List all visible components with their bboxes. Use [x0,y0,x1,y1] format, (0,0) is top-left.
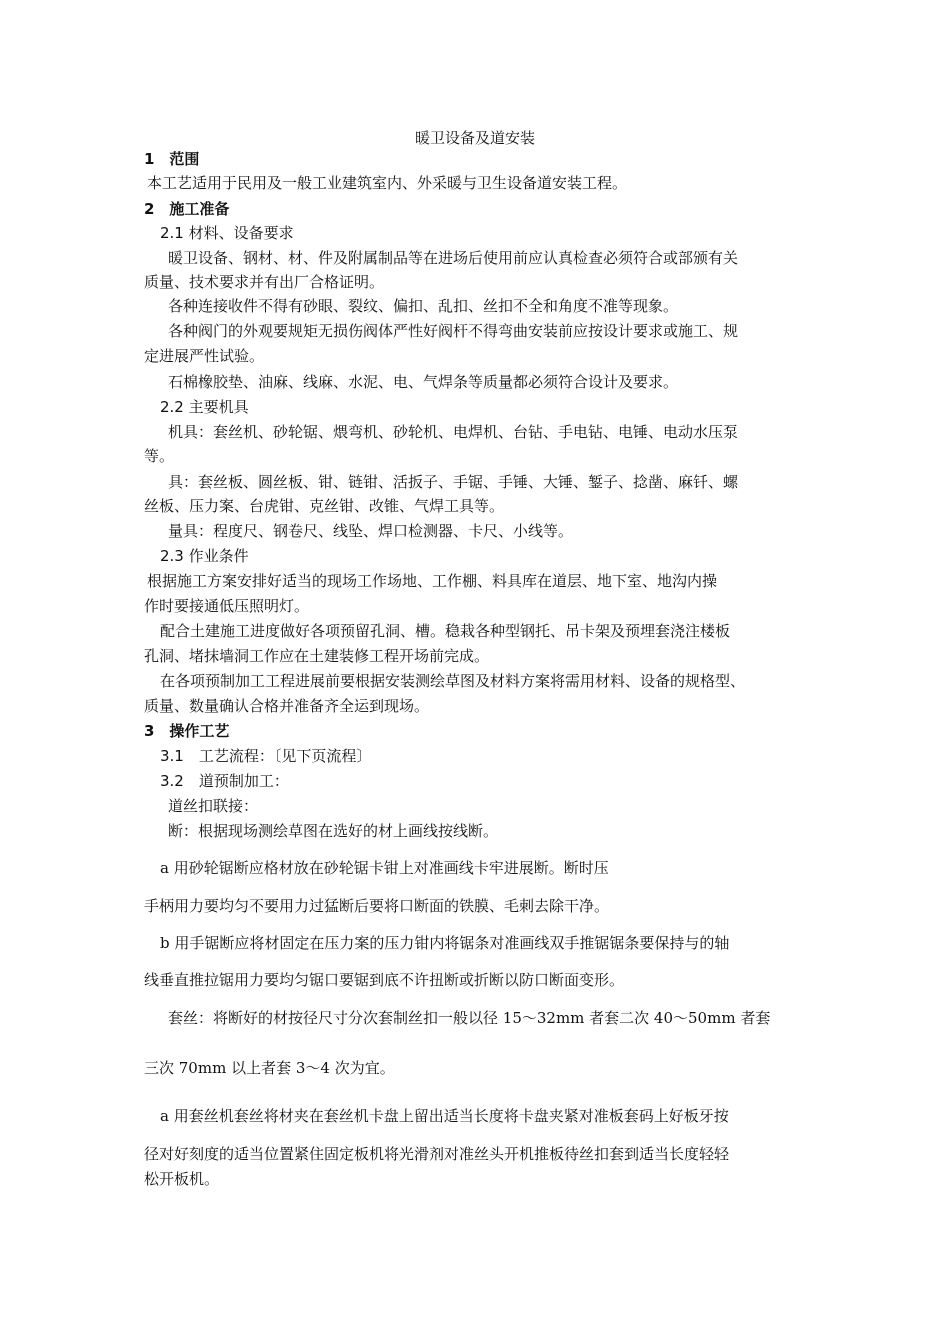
paragraph-line: 石棉橡胶垫、油麻、线麻、水泥、电、气焊条等质量都必须符合设计及要求。 [168,373,679,391]
subsection-heading: 2.1 材料、设备要求 [160,224,294,242]
paragraph-line: 各种阀门的外观要规矩无损伤阀体严性好阀杆不得弯曲安装前应按设计要求或施工、规 [168,322,739,340]
subsection-heading: 3.1 工艺流程：〔见下页流程〕 [160,747,372,765]
paragraph-line: 质量、技术要求并有出厂合格证明。 [144,273,385,291]
paragraph-line: a 用砂轮锯断应格材放在砂轮锯卡钳上对准画线卡牢进展断。断时压 [160,859,609,877]
subsection-heading: 3.2 道预制加工： [160,772,289,790]
paragraph-line: 具：套丝板、圆丝板、钳、链钳、活扳子、手锯、手锤、大锤、錾子、捻凿、麻钎、螺 [168,473,739,491]
section-heading-preparation: 2 施工准备 [144,200,230,218]
paragraph-line: 本工艺适用于民用及一般工业建筑室内、外采暖与卫生设备道安装工程。 [147,174,628,192]
paragraph-line: 定进展严性试验。 [144,347,265,365]
paragraph-line: a 用套丝机套丝将材夹在套丝机卡盘上留出适当长度将卡盘夹紧对准板套码上好板牙按 [160,1107,729,1125]
paragraph-line: 根据施工方案安排好适当的现场工作场地、工作棚、料具库在道层、地下室、地沟内操 [147,572,718,590]
paragraph-line: 暖卫设备、钢材、材、件及附属制品等在进场后使用前应认真检查必须符合或部颁有关 [168,249,739,267]
paragraph-line: 松开板机。 [144,1170,220,1188]
paragraph-line: 三次 70mm 以上者套 3～4 次为宜。 [144,1059,395,1077]
paragraph-line: 作时要接通低压照明灯。 [144,597,310,615]
paragraph-line: 孔洞、堵抹墙洞工作应在土建装修工程开场前完成。 [144,647,490,665]
paragraph-line: 等。 [144,447,175,465]
paragraph-line: 断：根据现场测绘草图在选好的材上画线按线断。 [168,822,499,840]
paragraph-line: 径对好刻度的适当位置紧住固定板机将光滑剂对准丝头开机推板待丝扣套到适当长度轻轻 [144,1145,730,1163]
paragraph-line: 丝板、压力案、台虎钳、克丝钳、改锥、气焊工具等。 [144,497,505,515]
document-title: 暖卫设备及道安装 [414,129,535,147]
paragraph-line: b 用手锯断应将材固定在压力案的压力钳内将锯条对准画线双手推锯锯条要保持与的轴 [160,934,730,952]
subsection-heading: 2.2 主要机具 [160,398,249,416]
paragraph-line: 配合土建施工进度做好各项预留孔洞、槽。稳栽各种型钢托、吊卡架及预埋套浇注楼板 [160,622,731,640]
paragraph-line: 手柄用力要均匀不要用力过猛断后要将口断面的铁膜、毛刺去除干净。 [144,897,610,915]
paragraph-line: 线垂直推拉锯用力要均匀锯口要锯到底不许扭断或折断以防口断面变形。 [144,971,625,989]
paragraph-line: 机具：套丝机、砂轮锯、煨弯机、砂轮机、电焊机、台钻、手电钻、电锤、电动水压泵 [168,423,739,441]
paragraph-line: 在各项预制加工工程进展前要根据安装测绘草图及材料方案将需用材料、设备的规格型、 [160,672,746,690]
section-heading-scope: 1 范围 [144,150,200,168]
subsection-heading: 2.3 作业条件 [160,547,249,565]
paragraph-line: 量具：程度尺、钢卷尺、线坠、焊口检测器、卡尺、小线等。 [168,522,574,540]
paragraph-line: 道丝扣联接： [168,797,259,815]
paragraph-line: 套丝：将断好的材按径尺寸分次套制丝扣一般以径 15～32mm 者套二次 40～50mm 者套 [168,1009,771,1027]
section-heading-operation: 3 操作工艺 [144,722,230,740]
paragraph-line: 质量、数量确认合格并准备齐全运到现场。 [144,697,430,715]
paragraph-line: 各种连接收件不得有砂眼、裂纹、偏扣、乱扣、丝扣不全和角度不准等现象。 [168,297,679,315]
